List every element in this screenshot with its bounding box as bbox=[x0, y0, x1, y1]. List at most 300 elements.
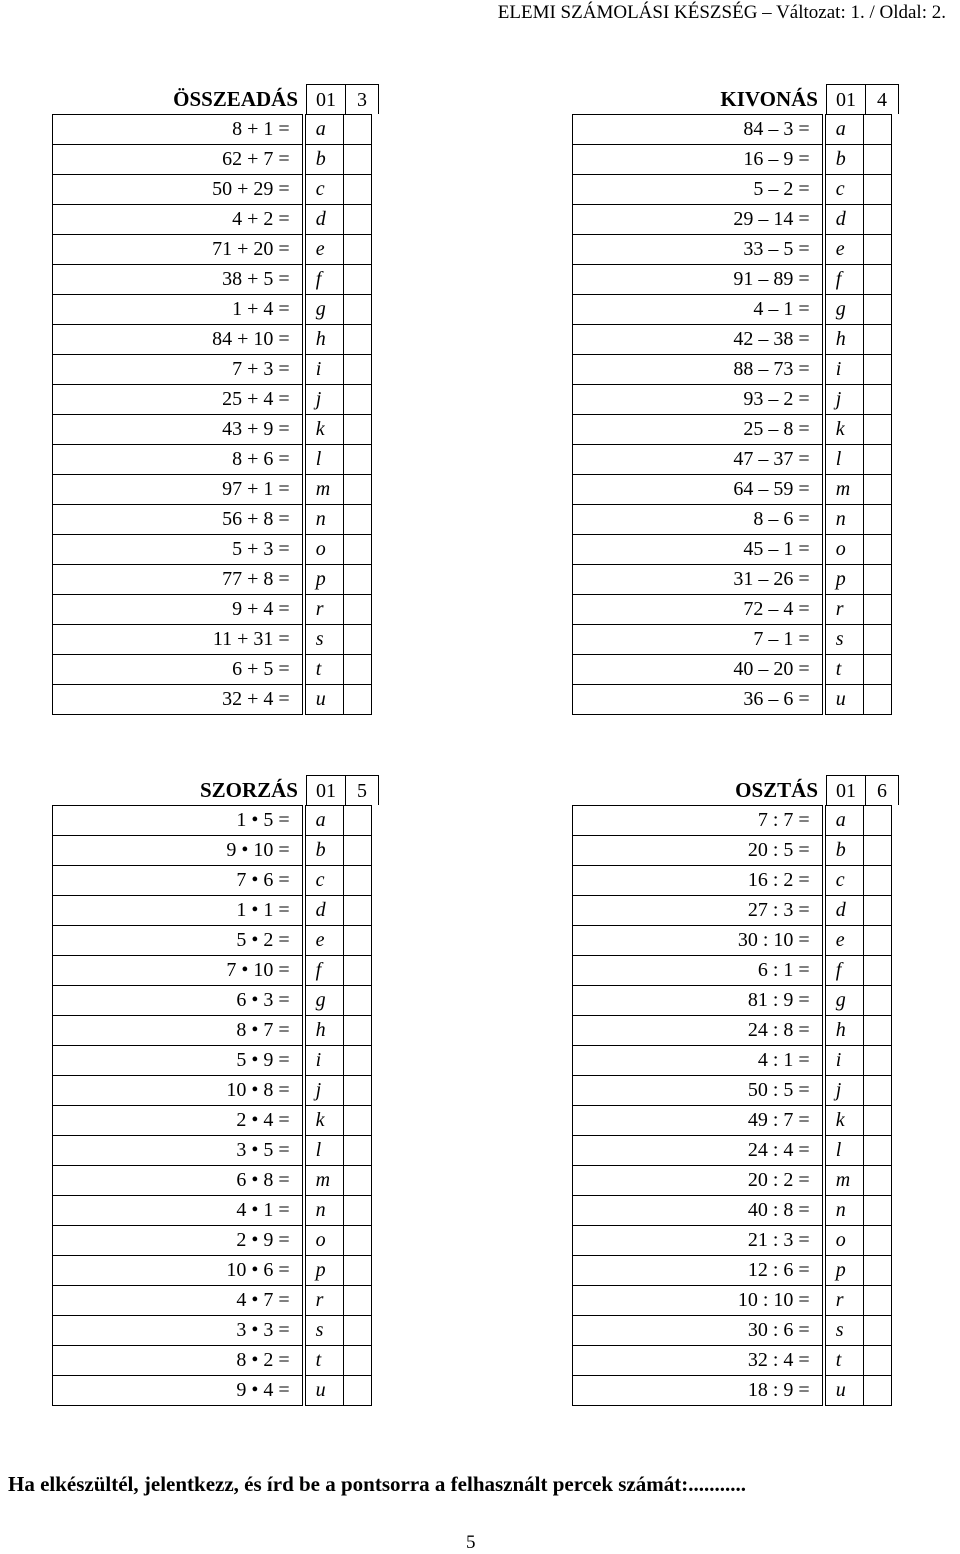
exercise-letter: p bbox=[824, 565, 864, 595]
exercise-letter: m bbox=[304, 475, 344, 505]
table-row bbox=[573, 565, 892, 595]
table-row bbox=[53, 655, 372, 685]
exercise-expression: 25 – 8 = bbox=[573, 415, 824, 445]
answer-cell[interactable] bbox=[864, 505, 892, 535]
exercise-expression: 47 – 37 = bbox=[573, 445, 824, 475]
answer-cell[interactable] bbox=[864, 1166, 892, 1196]
exercise-letter: r bbox=[824, 595, 864, 625]
exercise-expression: 20 : 5 = bbox=[573, 836, 824, 866]
exercise-letter: k bbox=[304, 415, 344, 445]
exercise-letter: c bbox=[304, 866, 344, 896]
exercise-letter: j bbox=[304, 385, 344, 415]
table-row bbox=[53, 1376, 372, 1406]
answer-cell[interactable] bbox=[344, 896, 372, 926]
answer-cell[interactable] bbox=[864, 535, 892, 565]
answer-cell[interactable] bbox=[864, 926, 892, 956]
exercise-expression: 10 : 10 = bbox=[573, 1286, 824, 1316]
answer-cell[interactable] bbox=[864, 445, 892, 475]
exercise-letter: a bbox=[304, 115, 344, 145]
table-row bbox=[573, 1346, 892, 1376]
exercise-expression: 16 – 9 = bbox=[573, 145, 824, 175]
answer-cell[interactable] bbox=[864, 475, 892, 505]
answer-cell[interactable] bbox=[864, 1106, 892, 1136]
answer-cell[interactable] bbox=[864, 685, 892, 715]
exercise-expression: 5 • 9 = bbox=[53, 1046, 304, 1076]
exercise-letter: n bbox=[304, 505, 344, 535]
exercise-letter: t bbox=[304, 1346, 344, 1376]
exercise-expression: 93 – 2 = bbox=[573, 385, 824, 415]
table-row bbox=[53, 175, 372, 205]
section-number: 5 bbox=[357, 780, 367, 802]
answer-cell[interactable] bbox=[344, 295, 372, 325]
answer-cell[interactable] bbox=[864, 205, 892, 235]
table-row bbox=[53, 325, 372, 355]
answer-cell[interactable] bbox=[344, 1256, 372, 1286]
answer-cell[interactable] bbox=[344, 475, 372, 505]
table-row bbox=[573, 145, 892, 175]
answer-cell[interactable] bbox=[864, 115, 892, 145]
table-row bbox=[53, 355, 372, 385]
table-row bbox=[573, 535, 892, 565]
section-title: OSZTÁS bbox=[735, 778, 818, 802]
answer-cell[interactable] bbox=[864, 1286, 892, 1316]
exercise-letter: c bbox=[304, 175, 344, 205]
exercise-expression: 72 – 4 = bbox=[573, 595, 824, 625]
answer-cell[interactable] bbox=[344, 1076, 372, 1106]
exercise-expression: 1 + 4 = bbox=[53, 295, 304, 325]
table-row bbox=[573, 295, 892, 325]
section-title: KIVONÁS bbox=[720, 87, 818, 111]
answer-cell[interactable] bbox=[344, 685, 372, 715]
table-row bbox=[573, 896, 892, 926]
exercise-table bbox=[52, 114, 372, 715]
table-row bbox=[573, 175, 892, 205]
answer-cell[interactable] bbox=[344, 1016, 372, 1046]
exercise-expression: 32 : 4 = bbox=[573, 1346, 824, 1376]
answer-cell[interactable] bbox=[344, 1106, 372, 1136]
table-row bbox=[573, 475, 892, 505]
exercise-expression: 84 + 10 = bbox=[53, 325, 304, 355]
exercise-letter: t bbox=[304, 655, 344, 685]
table-row bbox=[573, 655, 892, 685]
exercise-letter: l bbox=[824, 1136, 864, 1166]
exercise-expression: 50 + 29 = bbox=[53, 175, 304, 205]
exercise-expression: 4 • 7 = bbox=[53, 1286, 304, 1316]
section-code-box bbox=[306, 84, 379, 114]
exercise-table bbox=[572, 114, 892, 715]
table-row bbox=[53, 685, 372, 715]
exercise-expression: 32 + 4 = bbox=[53, 685, 304, 715]
exercise-letter: k bbox=[824, 1106, 864, 1136]
exercise-letter: g bbox=[824, 986, 864, 1016]
answer-cell[interactable] bbox=[864, 1136, 892, 1166]
answer-cell[interactable] bbox=[344, 1286, 372, 1316]
table-row bbox=[573, 1316, 892, 1346]
table-row bbox=[573, 1196, 892, 1226]
exercise-letter: u bbox=[304, 685, 344, 715]
table-row bbox=[573, 445, 892, 475]
answer-cell[interactable] bbox=[344, 625, 372, 655]
exercise-expression: 56 + 8 = bbox=[53, 505, 304, 535]
table-row bbox=[53, 1346, 372, 1376]
exercise-expression: 71 + 20 = bbox=[53, 235, 304, 265]
exercise-expression: 6 : 1 = bbox=[573, 956, 824, 986]
answer-cell[interactable] bbox=[864, 836, 892, 866]
answer-cell[interactable] bbox=[864, 1016, 892, 1046]
section-title: SZORZÁS bbox=[199, 778, 298, 802]
table-row bbox=[53, 295, 372, 325]
section-0 bbox=[52, 84, 372, 716]
table-row bbox=[573, 806, 892, 836]
answer-cell[interactable] bbox=[344, 265, 372, 295]
exercise-letter: t bbox=[824, 655, 864, 685]
exercise-letter: b bbox=[304, 836, 344, 866]
table-row bbox=[53, 445, 372, 475]
answer-cell[interactable] bbox=[864, 235, 892, 265]
exercise-letter: c bbox=[824, 866, 864, 896]
exercise-expression: 6 • 3 = bbox=[53, 986, 304, 1016]
section-code: 01 bbox=[307, 85, 346, 114]
table-row bbox=[573, 956, 892, 986]
answer-cell[interactable] bbox=[344, 535, 372, 565]
table-row bbox=[573, 1166, 892, 1196]
section-code: 01 bbox=[307, 776, 346, 805]
exercise-expression: 45 – 1 = bbox=[573, 535, 824, 565]
answer-cell[interactable] bbox=[344, 145, 372, 175]
page-number: 5 bbox=[466, 1532, 476, 1553]
table-row bbox=[53, 1316, 372, 1346]
exercise-letter: b bbox=[824, 836, 864, 866]
table-row bbox=[53, 806, 372, 836]
exercise-expression: 20 : 2 = bbox=[573, 1166, 824, 1196]
exercise-letter: m bbox=[824, 1166, 864, 1196]
table-row bbox=[53, 265, 372, 295]
exercise-expression: 29 – 14 = bbox=[573, 205, 824, 235]
answer-cell[interactable] bbox=[864, 1046, 892, 1076]
exercise-expression: 33 – 5 = bbox=[573, 235, 824, 265]
answer-cell[interactable] bbox=[864, 1256, 892, 1286]
exercise-expression: 18 : 9 = bbox=[573, 1376, 824, 1406]
answer-cell[interactable] bbox=[864, 866, 892, 896]
table-row bbox=[53, 625, 372, 655]
table-row bbox=[53, 866, 372, 896]
answer-cell[interactable] bbox=[864, 896, 892, 926]
exercise-expression: 49 : 7 = bbox=[573, 1106, 824, 1136]
table-row bbox=[573, 1256, 892, 1286]
exercise-expression: 42 – 38 = bbox=[573, 325, 824, 355]
exercise-letter: a bbox=[824, 806, 864, 836]
answer-cell[interactable] bbox=[344, 986, 372, 1016]
exercise-letter: r bbox=[304, 595, 344, 625]
table-row bbox=[573, 866, 892, 896]
answer-cell[interactable] bbox=[864, 625, 892, 655]
table-row bbox=[53, 956, 372, 986]
exercise-letter: l bbox=[824, 445, 864, 475]
section-3 bbox=[572, 775, 892, 1407]
exercise-letter: i bbox=[824, 1046, 864, 1076]
exercise-letter: k bbox=[304, 1106, 344, 1136]
answer-cell[interactable] bbox=[864, 1316, 892, 1346]
answer-cell[interactable] bbox=[344, 806, 372, 836]
exercise-letter: o bbox=[304, 535, 344, 565]
answer-cell[interactable] bbox=[864, 265, 892, 295]
exercise-letter: m bbox=[304, 1166, 344, 1196]
table-row bbox=[573, 1016, 892, 1046]
exercise-expression: 31 – 26 = bbox=[573, 565, 824, 595]
answer-cell[interactable] bbox=[344, 1346, 372, 1376]
exercise-expression: 2 • 4 = bbox=[53, 1106, 304, 1136]
exercise-expression: 10 • 6 = bbox=[53, 1256, 304, 1286]
exercise-expression: 8 • 2 = bbox=[53, 1346, 304, 1376]
table-row bbox=[573, 205, 892, 235]
exercise-letter: a bbox=[824, 115, 864, 145]
answer-cell[interactable] bbox=[864, 415, 892, 445]
exercise-expression: 4 – 1 = bbox=[573, 295, 824, 325]
exercise-letter: o bbox=[824, 535, 864, 565]
exercise-expression: 27 : 3 = bbox=[573, 896, 824, 926]
table-row bbox=[53, 595, 372, 625]
table-row bbox=[573, 355, 892, 385]
exercise-expression: 38 + 5 = bbox=[53, 265, 304, 295]
exercise-expression: 16 : 2 = bbox=[573, 866, 824, 896]
table-row bbox=[53, 1016, 372, 1046]
answer-cell[interactable] bbox=[864, 355, 892, 385]
answer-cell[interactable] bbox=[864, 325, 892, 355]
exercise-letter: k bbox=[824, 415, 864, 445]
table-row bbox=[53, 1106, 372, 1136]
table-row bbox=[573, 1076, 892, 1106]
answer-cell[interactable] bbox=[864, 1196, 892, 1226]
exercise-expression: 12 : 6 = bbox=[573, 1256, 824, 1286]
exercise-letter: n bbox=[824, 505, 864, 535]
answer-cell[interactable] bbox=[344, 1196, 372, 1226]
answer-cell[interactable] bbox=[864, 806, 892, 836]
exercise-letter: i bbox=[304, 355, 344, 385]
section-number: 4 bbox=[877, 89, 887, 111]
answer-cell[interactable] bbox=[344, 655, 372, 685]
table-row bbox=[53, 505, 372, 535]
exercise-letter: d bbox=[824, 896, 864, 926]
exercise-expression: 4 + 2 = bbox=[53, 205, 304, 235]
answer-cell[interactable] bbox=[344, 505, 372, 535]
answer-cell[interactable] bbox=[864, 655, 892, 685]
table-row bbox=[53, 1226, 372, 1256]
exercise-expression: 24 : 8 = bbox=[573, 1016, 824, 1046]
exercise-letter: e bbox=[824, 235, 864, 265]
table-row bbox=[573, 1286, 892, 1316]
exercise-letter: l bbox=[304, 445, 344, 475]
exercise-expression: 4 : 1 = bbox=[573, 1046, 824, 1076]
exercise-letter: t bbox=[824, 1346, 864, 1376]
answer-cell[interactable] bbox=[344, 385, 372, 415]
answer-cell[interactable] bbox=[864, 565, 892, 595]
exercise-expression: 11 + 31 = bbox=[53, 625, 304, 655]
exercise-expression: 62 + 7 = bbox=[53, 145, 304, 175]
exercise-letter: b bbox=[824, 145, 864, 175]
exercise-letter: f bbox=[304, 956, 344, 986]
table-row bbox=[53, 415, 372, 445]
answer-cell[interactable] bbox=[864, 1376, 892, 1406]
answer-cell[interactable] bbox=[864, 1226, 892, 1256]
exercise-expression: 7 : 7 = bbox=[573, 806, 824, 836]
table-row bbox=[573, 1046, 892, 1076]
exercise-letter: e bbox=[304, 926, 344, 956]
exercise-letter: p bbox=[824, 1256, 864, 1286]
exercise-expression: 64 – 59 = bbox=[573, 475, 824, 505]
answer-cell[interactable] bbox=[344, 355, 372, 385]
answer-cell[interactable] bbox=[864, 986, 892, 1016]
table-row bbox=[53, 1196, 372, 1226]
table-row bbox=[573, 415, 892, 445]
exercise-letter: p bbox=[304, 565, 344, 595]
exercise-letter: d bbox=[304, 205, 344, 235]
table-row bbox=[53, 1286, 372, 1316]
section-code: 01 bbox=[827, 85, 866, 114]
answer-cell[interactable] bbox=[864, 295, 892, 325]
answer-cell[interactable] bbox=[344, 1046, 372, 1076]
answer-cell[interactable] bbox=[344, 1166, 372, 1196]
exercise-expression: 77 + 8 = bbox=[53, 565, 304, 595]
exercise-letter: n bbox=[824, 1196, 864, 1226]
exercise-letter: a bbox=[304, 806, 344, 836]
exercise-letter: u bbox=[824, 1376, 864, 1406]
exercise-expression: 7 – 1 = bbox=[573, 625, 824, 655]
exercise-expression: 97 + 1 = bbox=[53, 475, 304, 505]
exercise-expression: 91 – 89 = bbox=[573, 265, 824, 295]
answer-cell[interactable] bbox=[864, 1346, 892, 1376]
exercise-expression: 81 : 9 = bbox=[573, 986, 824, 1016]
table-row bbox=[573, 1136, 892, 1166]
answer-cell[interactable] bbox=[344, 956, 372, 986]
table-row bbox=[573, 325, 892, 355]
exercise-expression: 4 • 1 = bbox=[53, 1196, 304, 1226]
exercise-expression: 3 • 3 = bbox=[53, 1316, 304, 1346]
exercise-expression: 2 • 9 = bbox=[53, 1226, 304, 1256]
answer-cell[interactable] bbox=[864, 956, 892, 986]
exercise-table bbox=[572, 805, 892, 1406]
exercise-letter: u bbox=[824, 685, 864, 715]
table-row bbox=[53, 145, 372, 175]
answer-cell[interactable] bbox=[864, 385, 892, 415]
exercise-letter: s bbox=[304, 1316, 344, 1346]
exercise-expression: 1 • 5 = bbox=[53, 806, 304, 836]
section-code-box bbox=[826, 775, 899, 805]
exercise-expression: 9 • 10 = bbox=[53, 836, 304, 866]
section-title: ÖSSZEADÁS bbox=[173, 87, 298, 111]
exercise-letter: j bbox=[824, 1076, 864, 1106]
exercise-letter: g bbox=[824, 295, 864, 325]
exercise-expression: 1 • 1 = bbox=[53, 896, 304, 926]
exercise-letter: h bbox=[824, 1016, 864, 1046]
exercise-expression: 43 + 9 = bbox=[53, 415, 304, 445]
exercise-letter: l bbox=[304, 1136, 344, 1166]
exercise-expression: 40 : 8 = bbox=[573, 1196, 824, 1226]
exercise-letter: i bbox=[304, 1046, 344, 1076]
answer-cell[interactable] bbox=[344, 175, 372, 205]
exercise-letter: c bbox=[824, 175, 864, 205]
answer-cell[interactable] bbox=[344, 1136, 372, 1166]
answer-cell[interactable] bbox=[864, 595, 892, 625]
exercise-expression: 3 • 5 = bbox=[53, 1136, 304, 1166]
table-row bbox=[573, 235, 892, 265]
answer-cell[interactable] bbox=[864, 175, 892, 205]
exercise-letter: f bbox=[824, 956, 864, 986]
exercise-letter: e bbox=[824, 926, 864, 956]
answer-cell[interactable] bbox=[344, 836, 372, 866]
table-row bbox=[573, 986, 892, 1016]
table-row bbox=[573, 1376, 892, 1406]
section-number: 3 bbox=[357, 89, 367, 111]
table-row bbox=[53, 836, 372, 866]
answer-cell[interactable] bbox=[864, 145, 892, 175]
exercise-expression: 9 + 4 = bbox=[53, 595, 304, 625]
exercise-table bbox=[52, 805, 372, 1406]
exercise-letter: h bbox=[824, 325, 864, 355]
exercise-letter: u bbox=[304, 1376, 344, 1406]
exercise-letter: n bbox=[304, 1196, 344, 1226]
table-row bbox=[53, 1046, 372, 1076]
table-row bbox=[53, 1136, 372, 1166]
table-row bbox=[53, 475, 372, 505]
exercise-letter: j bbox=[824, 385, 864, 415]
exercise-letter: h bbox=[304, 1016, 344, 1046]
exercise-expression: 5 – 2 = bbox=[573, 175, 824, 205]
exercise-expression: 50 : 5 = bbox=[573, 1076, 824, 1106]
table-row bbox=[53, 205, 372, 235]
answer-cell[interactable] bbox=[344, 1316, 372, 1346]
answer-cell[interactable] bbox=[344, 1226, 372, 1256]
answer-cell[interactable] bbox=[344, 235, 372, 265]
exercise-letter: d bbox=[824, 205, 864, 235]
table-row bbox=[53, 986, 372, 1016]
answer-cell[interactable] bbox=[864, 1076, 892, 1106]
table-row bbox=[53, 565, 372, 595]
table-row bbox=[53, 235, 372, 265]
section-code: 01 bbox=[827, 776, 866, 805]
exercise-expression: 9 • 4 = bbox=[53, 1376, 304, 1406]
table-row bbox=[573, 836, 892, 866]
answer-cell[interactable] bbox=[344, 595, 372, 625]
exercise-letter: g bbox=[304, 986, 344, 1016]
answer-cell[interactable] bbox=[344, 866, 372, 896]
answer-cell[interactable] bbox=[344, 205, 372, 235]
exercise-expression: 25 + 4 = bbox=[53, 385, 304, 415]
exercise-letter: d bbox=[304, 896, 344, 926]
exercise-expression: 6 • 8 = bbox=[53, 1166, 304, 1196]
exercise-letter: h bbox=[304, 325, 344, 355]
answer-cell[interactable] bbox=[344, 415, 372, 445]
exercise-expression: 7 + 3 = bbox=[53, 355, 304, 385]
answer-cell[interactable] bbox=[344, 445, 372, 475]
exercise-letter: g bbox=[304, 295, 344, 325]
table-row bbox=[573, 1226, 892, 1256]
exercise-letter: o bbox=[304, 1226, 344, 1256]
exercise-letter: s bbox=[824, 625, 864, 655]
exercise-letter: r bbox=[824, 1286, 864, 1316]
answer-cell[interactable] bbox=[344, 325, 372, 355]
table-row bbox=[573, 115, 892, 145]
table-row bbox=[573, 685, 892, 715]
answer-cell[interactable] bbox=[344, 565, 372, 595]
table-row bbox=[53, 1166, 372, 1196]
answer-cell[interactable] bbox=[344, 1376, 372, 1406]
table-row bbox=[53, 926, 372, 956]
answer-cell[interactable] bbox=[344, 115, 372, 145]
exercise-expression: 8 – 6 = bbox=[573, 505, 824, 535]
exercise-expression: 30 : 10 = bbox=[573, 926, 824, 956]
table-row bbox=[53, 1076, 372, 1106]
answer-cell[interactable] bbox=[344, 926, 372, 956]
